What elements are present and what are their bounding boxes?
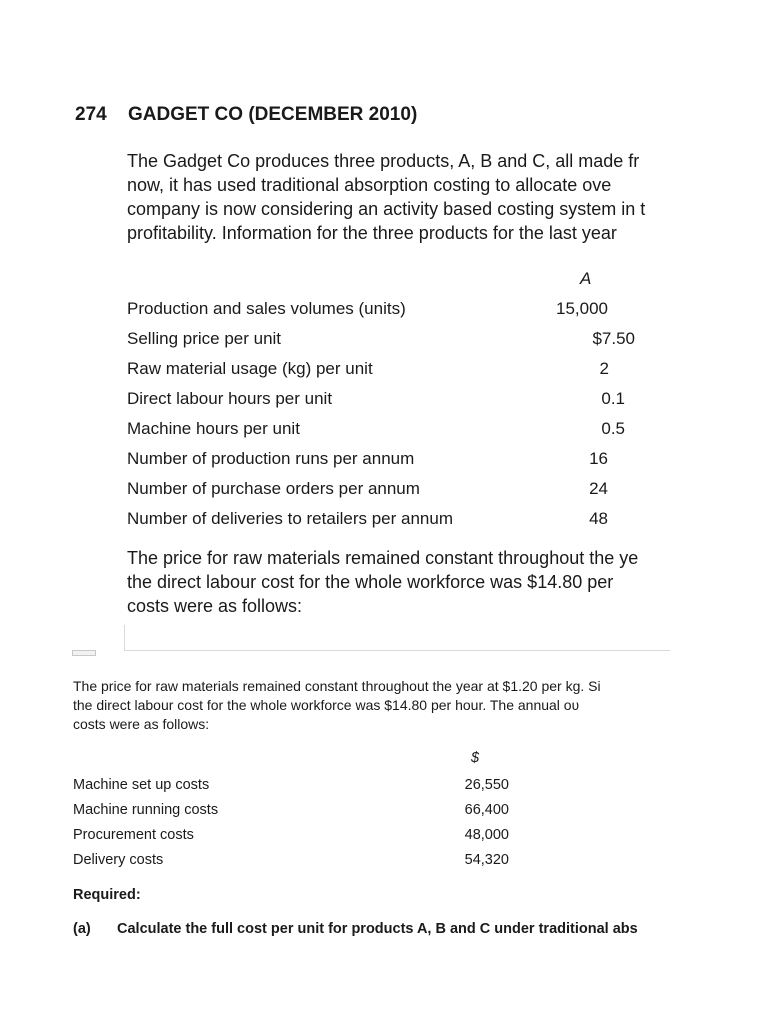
- product-row-value: 24: [589, 479, 608, 498]
- overhead-row-value: 48,000: [464, 827, 509, 843]
- overhead-row-label: Machine set up costs: [73, 777, 210, 793]
- intro-line: company is now considering an activity based costing system in t: [127, 199, 646, 219]
- product-row-value: 2: [599, 359, 609, 378]
- required-heading: Required:: [73, 887, 141, 903]
- intro-paragraph: [127, 149, 670, 245]
- overhead-row-value: 54,320: [464, 852, 509, 868]
- product-row-value: $7.50: [592, 329, 635, 348]
- product-row-label: Production and sales volumes (units): [127, 299, 406, 318]
- collapse-handle[interactable]: [72, 650, 96, 656]
- part-text: Calculate the full cost per unit for products A, B and C under traditional abs: [117, 921, 638, 937]
- overhead-row-value: 26,550: [464, 777, 509, 793]
- product-row-label: Number of production runs per annum: [127, 449, 415, 468]
- part-label: (a): [73, 921, 91, 937]
- price-line: the direct labour cost for the whole workforce was $14.80 per: [127, 572, 614, 592]
- question-number: 274: [75, 104, 107, 125]
- product-row-label: Machine hours per unit: [127, 419, 300, 438]
- product-row-label: Number of deliveries to retailers per annum: [127, 509, 453, 528]
- product-row-value: 0.1: [601, 389, 625, 408]
- product-row-label: Number of purchase orders per annum: [127, 479, 420, 498]
- product-row-value: 15,000: [556, 299, 608, 318]
- question-title: GADGET CO (DECEMBER 2010): [128, 104, 418, 125]
- currency-header: $: [471, 750, 480, 766]
- intro-line: profitability. Information for the three products for the last year: [127, 223, 617, 243]
- price-line: The price for raw materials remained constant throughout the year at $1.20 per kg. Si: [73, 678, 601, 694]
- product-row-value: 16: [589, 449, 608, 468]
- product-row-label: Direct labour hours per unit: [127, 389, 333, 408]
- overhead-row-value: 66,400: [464, 802, 509, 818]
- product-row-value: 0.5: [601, 419, 625, 438]
- price-line: The price for raw materials remained constant throughout the ye: [127, 548, 639, 568]
- intro-line: The Gadget Co produces three products, A, B and C, all made fr: [127, 151, 640, 171]
- page-divider-horizontal: [124, 650, 670, 651]
- product-column-header: A: [580, 269, 592, 288]
- price-line: costs were as follows:: [127, 596, 303, 616]
- product-row-value: 48: [589, 509, 608, 528]
- product-row-label: Raw material usage (kg) per unit: [127, 359, 373, 378]
- price-line: costs were as follows:: [73, 716, 210, 732]
- overhead-row-label: Delivery costs: [73, 852, 164, 868]
- price-paragraph-upper: [127, 546, 670, 618]
- price-paragraph-lower: [73, 677, 670, 734]
- product-row-label: Selling price per unit: [127, 329, 282, 348]
- price-line: the direct labour cost for the whole workforce was $14.80 per hour. The annual oʋ: [73, 697, 580, 713]
- overhead-row-label: Machine running costs: [73, 802, 219, 818]
- page-divider-vertical: [124, 625, 125, 651]
- overhead-row-label: Procurement costs: [73, 827, 194, 843]
- intro-line: now, it has used traditional absorption costing to allocate ove: [127, 175, 612, 195]
